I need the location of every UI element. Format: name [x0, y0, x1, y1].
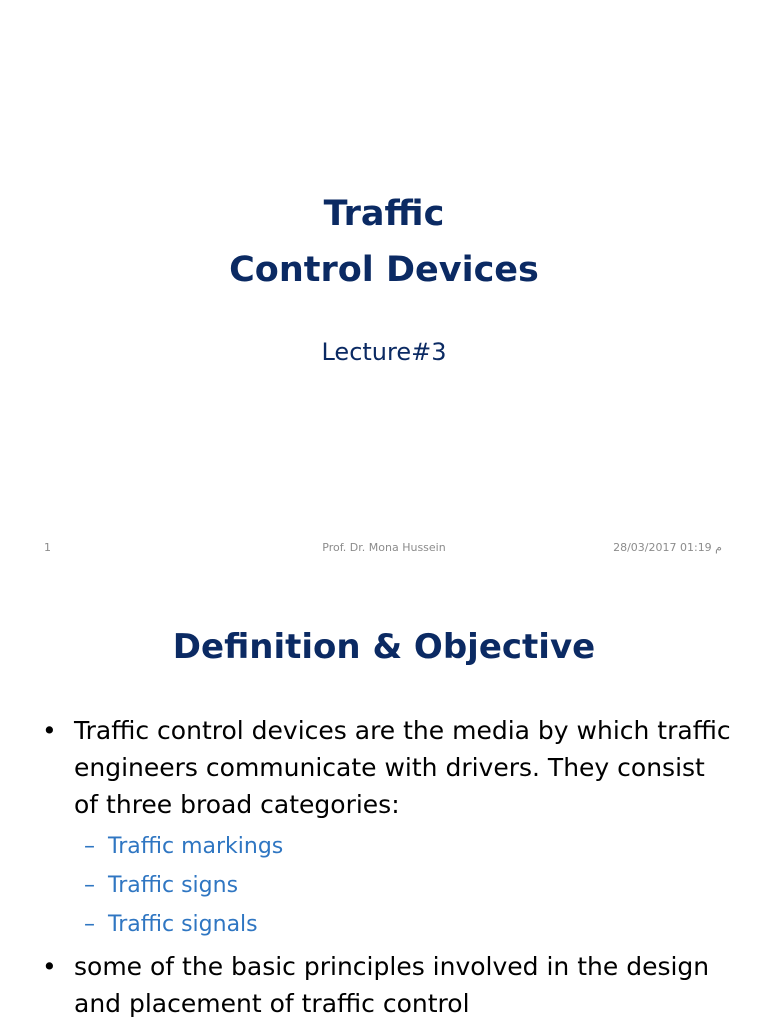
sub-bullet-text: Traffic signs — [108, 873, 239, 898]
footer-author: Prof. Dr. Mona Hussein — [322, 541, 446, 554]
bullet-item — [42, 948, 732, 1022]
sub-bullet-item — [84, 832, 684, 862]
bullet-text: some of the basic principles involved in the design and placement of traffic control — [74, 952, 710, 1018]
sub-bullet-item — [84, 871, 684, 901]
slide-title-line-2: Control Devices — [229, 250, 539, 290]
sub-bullet-marker: – — [84, 834, 95, 859]
slide-title: Definition & Objective — [172, 627, 596, 667]
sub-bullet-marker: – — [84, 873, 95, 898]
footer-datetime: م 01:19 28/03/2017 — [613, 541, 722, 554]
slide-subtitle: Lecture#3 — [321, 338, 447, 366]
bullet-text: Traffic control devices are the media by which traffic engineers communicate with drivers. They consist of three broad categories: — [74, 716, 731, 819]
bullet-marker: • — [42, 716, 57, 745]
sub-bullet-marker: – — [84, 912, 95, 937]
bullet-marker: • — [42, 952, 57, 981]
slide-number: 1 — [44, 541, 51, 554]
sub-bullet-item — [84, 910, 684, 940]
sub-bullet-text: Traffic markings — [108, 834, 284, 859]
slide-title-line-1: Traffic — [323, 194, 445, 234]
sub-bullet-text: Traffic signals — [108, 912, 258, 937]
definition-slide — [0, 584, 768, 1024]
bullet-item — [42, 712, 732, 823]
